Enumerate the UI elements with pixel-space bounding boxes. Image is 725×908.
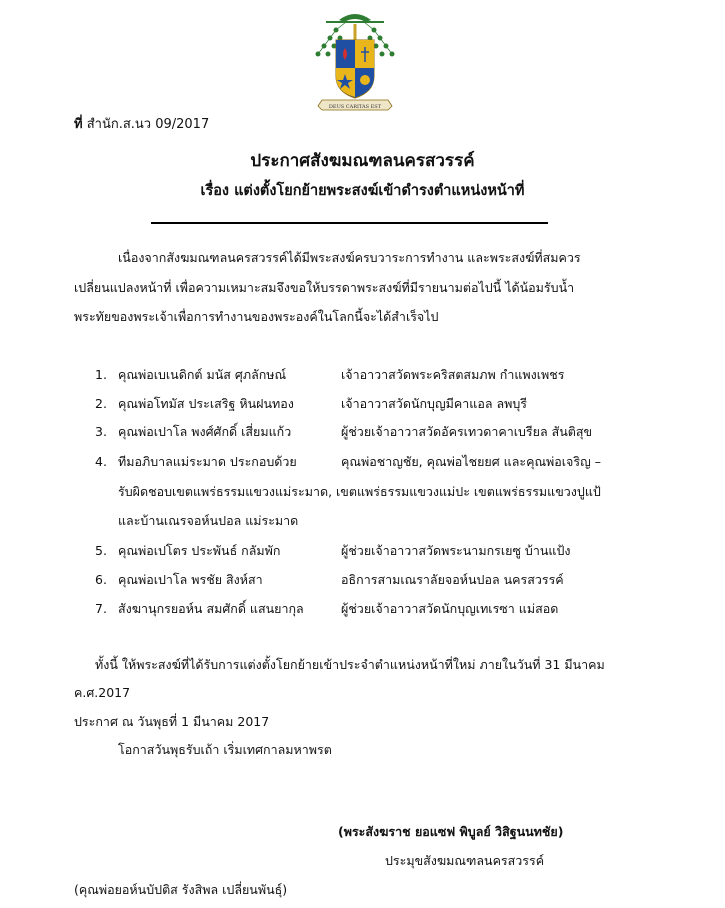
item-number: 6. (95, 572, 107, 587)
item-position: ผู้ช่วยเจ้าอาวาสวัดอัครเทวดาคาเบรียล สันติสุข (341, 424, 593, 439)
item-number: 2. (95, 396, 107, 411)
occasion-note: โอกาสวันพุธรับเถ้า เริ่มเทศกาลมหาพรต (118, 742, 332, 757)
item-number: 3. (95, 424, 107, 439)
reference-label: ที่ (74, 117, 83, 132)
item-name: คุณพ่อเบเนดิกต์ มนัส ศุภลักษณ์ (118, 367, 287, 382)
signatory-title: ประมุขสังฆมณฑลนครสวรรค์ (385, 853, 545, 868)
title-divider (151, 222, 548, 224)
item-position: ผู้ช่วยเจ้าอาวาสวัดพระนามกรเยซู บ้านแป้ง (341, 543, 571, 558)
item-number: 7. (95, 601, 107, 616)
item-position: เจ้าอาวาสวัดนักบุญมีคาแอล ลพบุรี (341, 396, 528, 411)
reference-value: สำนัก.ส.นว 09/2017 (82, 117, 210, 132)
item-name: คุณพ่อเปโตร ประพันธ์ กลัมพัก (118, 543, 281, 558)
reference-number (74, 117, 209, 133)
item-position: อธิการสามเณราลัยจอห์นปอล นครสวรรค์ (341, 572, 564, 587)
item-number: 4. (95, 454, 107, 469)
episcopal-coat-of-arms (306, 8, 404, 112)
item-name: คุณพ่อเปาโล พรชัย สิงห์สา (118, 572, 263, 587)
item-number: 5. (95, 543, 107, 558)
item-number: 1. (95, 367, 107, 382)
item-continuation-2: และบ้านเณรจอห์นปอล แม่ระมาด (118, 513, 299, 528)
item-position: ผู้ช่วยเจ้าอาวาสวัดนักบุญเทเรซา แม่สอด (341, 601, 559, 616)
item-name: คุณพ่อเปาโล พงศ์ศักดิ์ เสี่ยมแก้ว (118, 424, 292, 439)
item-continuation-1: รับผิดชอบเขตแพร่ธรรมแขวงแม่ระมาด, เขตแพร่ธรรมแขวงแม่ปะ เขตแพร่ธรรมแขวงปูแป้ (118, 484, 601, 499)
crest-motto: DEUS CARITAS EST (328, 104, 382, 110)
signatory-name: (พระสังฆราช ยอแซฟ พิบูลย์ วิสิฐนนทชัย) (338, 824, 564, 839)
document-subject: เรื่อง แต่งตั้งโยกย้ายพระสงฆ์เข้าดำรงตำแหน่งหน้าที่ (200, 183, 525, 199)
closing-line-2: ค.ศ.2017 (74, 685, 131, 700)
item-name: สังฆานุกรยอห์น สมศักดิ์ แสนยากุล (118, 601, 304, 616)
intro-line-3: พระทัยของพระเจ้าเพื่อการทำงานของพระองค์ในโลกนี้จะได้สำเร็จไป (74, 309, 439, 324)
item-name: ทีมอภิบาลแม่ระมาด ประกอบด้วย (118, 454, 297, 469)
closing-line-1: ทั้งนี้ ให้พระสงฆ์ที่ได้รับการแต่งตั้งโยกย้ายเข้าประจำตำแหน่งหน้าที่ใหม่ ภายในวันที่ 31 มีนาคม (95, 657, 605, 672)
intro-line-1: เนื่องจากสังฆมณฑลนครสวรรค์ได้มีพระสงฆ์ครบวาระการทำงาน และพระสงฆ์ที่สมควร (118, 250, 581, 265)
item-name: คุณพ่อโทมัส ประเสริฐ หินฝนทอง (118, 396, 294, 411)
item-position: เจ้าอาวาสวัดพระคริสตสมภพ กำแพงเพชร (341, 367, 565, 382)
copy-note: (คุณพ่อยอห์นบัปติส รังสิพล เปลี่ยนพันธุ์) (74, 882, 288, 897)
intro-line-2: เปลี่ยนแปลงหน้าที่ เพื่อความเหมาะสมจึงขอให้บรรดาพระสงฆ์ที่มีรายนามต่อไปนี้ ได้น้อมรับน้ำ (74, 280, 575, 295)
announcement-date: ประกาศ ณ วันพุธที่ 1 มีนาคม 2017 (74, 714, 270, 729)
item-position: คุณพ่อชาญชัย, คุณพ่อไชยยศ และคุณพ่อเจริญ – (341, 454, 601, 469)
document-title: ประกาศสังฆมณฑลนครสวรรค์ (250, 151, 475, 171)
